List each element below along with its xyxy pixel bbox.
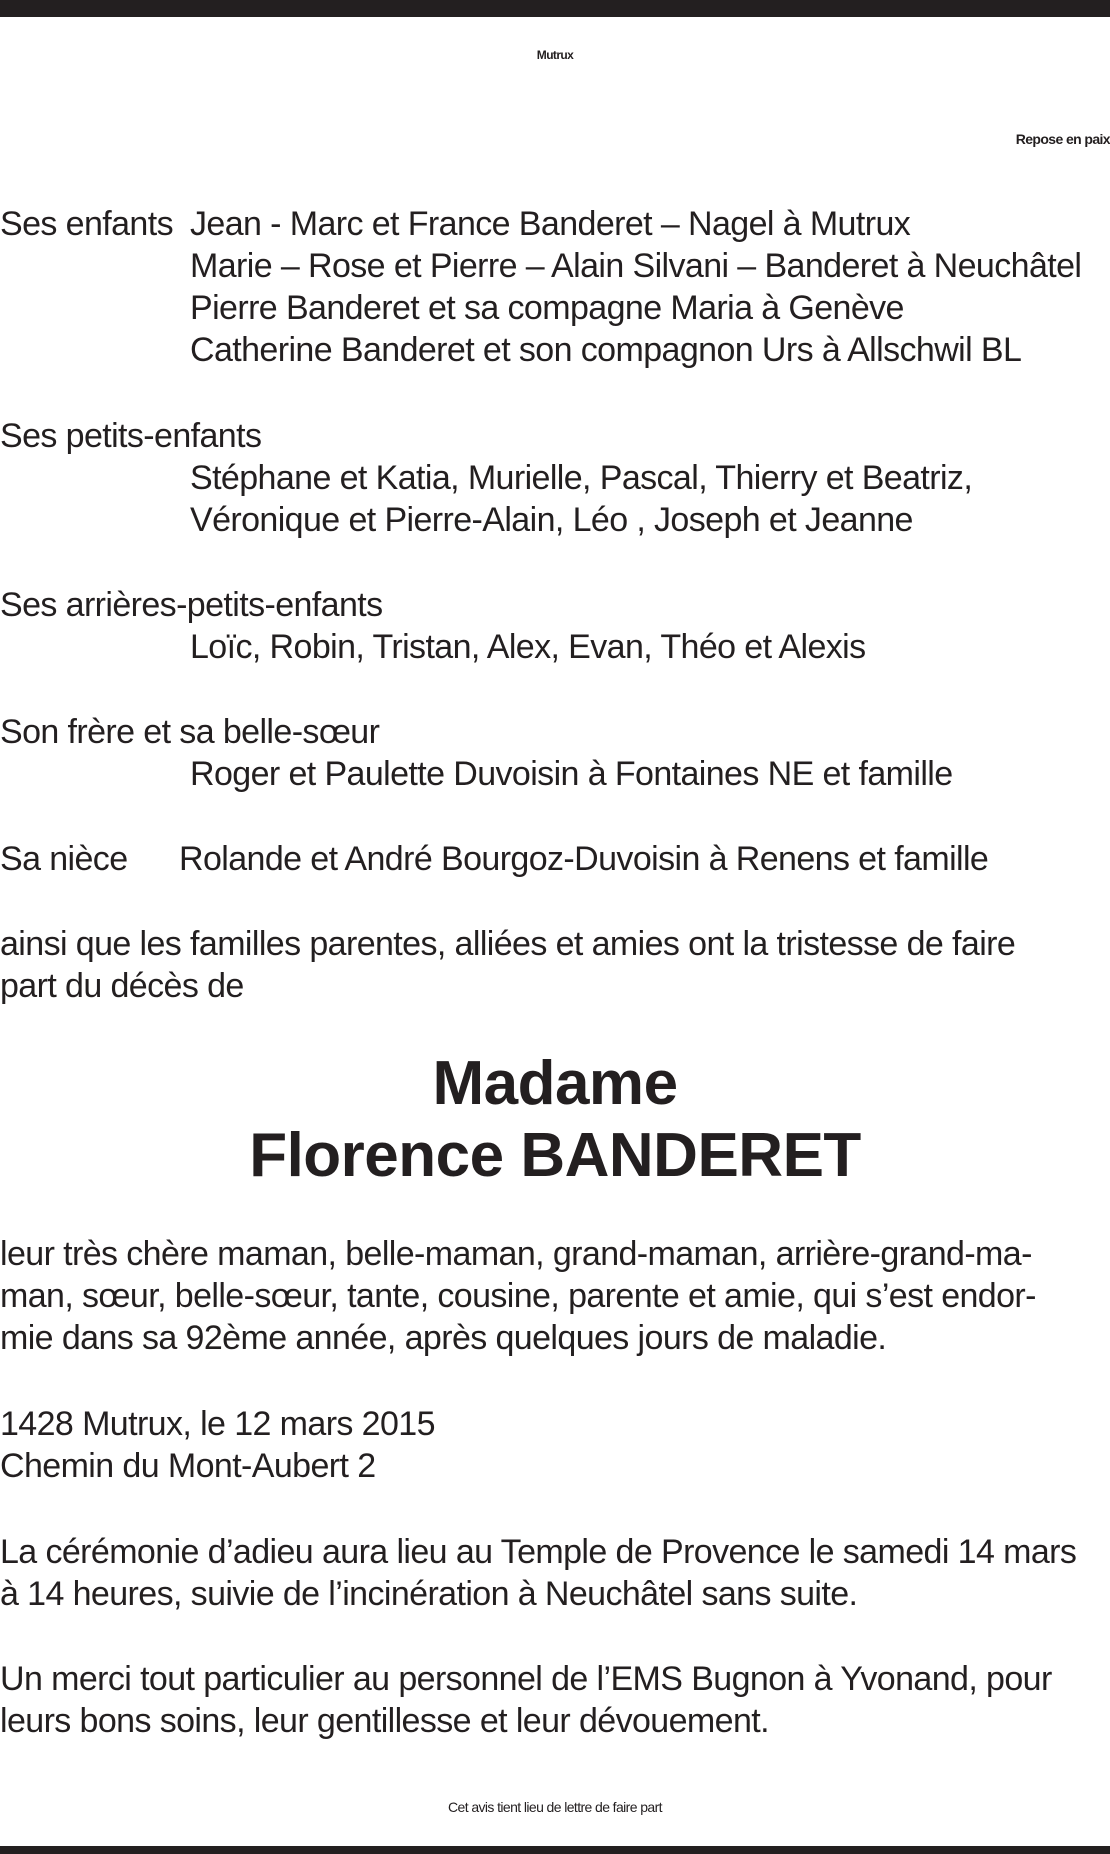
thanks-line: Un merci tout particulier au personnel de l’EMS Bugnon à Yvonand, pour [0,1660,1052,1698]
footer-note: Cet avis tient lieu de lettre de faire part [448,1799,662,1815]
children-label: Ses enfants [0,205,173,243]
children-line: Catherine Banderet et son compagnon Urs à Allschwil BL [190,331,1022,369]
brother-line: Roger et Paulette Duvoisin à Fontaines NE et famille [190,755,953,793]
great-grandchildren-label: Ses arrières-petits-enfants [0,586,383,624]
grandchildren-line: Stéphane et Katia, Murielle, Pascal, Thierry et Beatriz, [190,459,973,497]
children-line: Marie – Rose et Pierre – Alain Silvani – Banderet à Neuchâtel [190,247,1082,285]
top-border [0,0,1110,17]
address-line: 1428 Mutrux, le 12 mars 2015 [0,1405,435,1443]
niece-label: Sa nièce [0,840,128,878]
description-line: man, sœur, belle-sœur, tante, cousine, parente et amie, qui s’est endor- [0,1277,1036,1315]
deceased-name: Florence BANDERET [249,1121,861,1190]
announcement-line: part du décès de [0,967,244,1005]
location-heading: Mutrux [536,48,574,62]
children-line: Pierre Banderet et sa compagne Maria à Genève [190,289,904,327]
brother-label: Son frère et sa belle-sœur [0,713,380,751]
ceremony-line: La cérémonie d’adieu aura lieu au Temple de Provence le samedi 14 mars [0,1533,1077,1571]
ceremony-line: à 14 heures, suivie de l’incinération à Neuchâtel sans suite. [0,1575,858,1613]
great-grandchildren-line: Loïc, Robin, Tristan, Alex, Evan, Théo et Alexis [190,628,866,666]
address-line: Chemin du Mont-Aubert 2 [0,1447,376,1485]
announcement-line: ainsi que les familles parentes, alliées et amies ont la tristesse de faire [0,925,1016,963]
children-line: Jean - Marc et France Banderet – Nagel à Mutrux [190,205,911,243]
deceased-title: Madame [432,1049,678,1118]
grandchildren-line: Véronique et Pierre-Alain, Léo , Joseph et Jeanne [190,501,913,539]
description-line: mie dans sa 92ème année, après quelques jours de maladie. [0,1319,887,1357]
description-line: leur très chère maman, belle-maman, grand-maman, arrière-grand-ma- [0,1235,1032,1273]
bottom-border [0,1846,1110,1854]
epitaph: Repose en paix [1015,131,1110,147]
grandchildren-label: Ses petits-enfants [0,417,262,455]
thanks-line: leurs bons soins, leur gentillesse et leur dévouement. [0,1702,769,1740]
niece-line: Rolande et André Bourgoz-Duvoisin à Renens et famille [179,840,989,878]
